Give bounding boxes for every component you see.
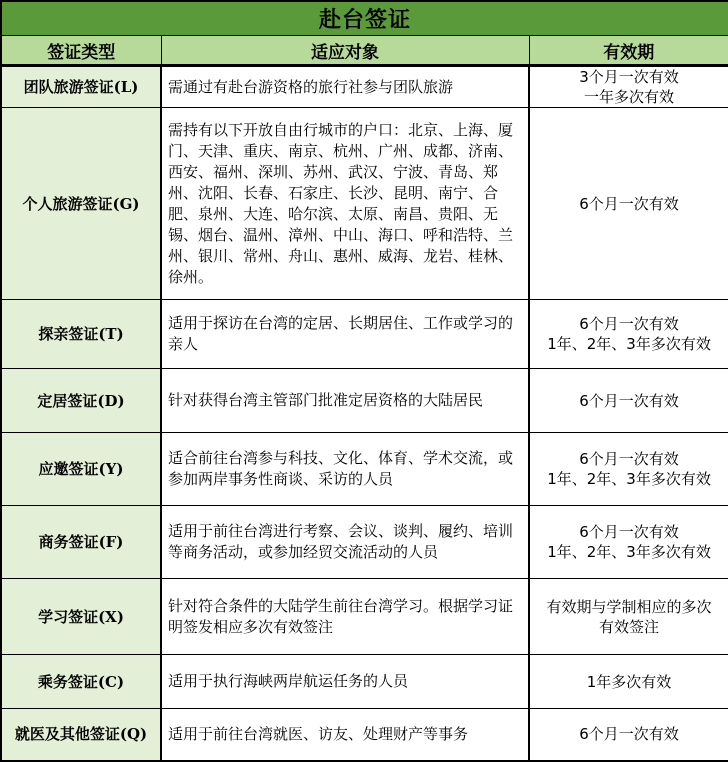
table-row: [1, 300, 728, 369]
table-row: [1, 506, 728, 579]
target-cell: 适用于前往台湾进行考察、会议、谈判、履约、培训等商务活动，或参加经贸交流活动的人员: [161, 506, 529, 579]
header-visa-type: 签证类型: [1, 36, 161, 66]
target-cell: 需持有以下开放自由行城市的户口：北京、上海、厦门、天津、重庆、南京、杭州、广州、成都、济南、西安、福州、深圳、苏州、武汉、宁波、青岛、郑州、沈阳、长春、石家庄、长沙、昆明、南宁、合肥、泉州、大连、哈尔滨、太原、南昌、贵阳、无锡、烟台、温州、漳州、中山、海口、呼和浩特、兰州、银川、常州、舟山、惠州、威海、龙岩、桂林、徐州。: [161, 108, 529, 300]
target-cell: 针对获得台湾主管部门批准定居资格的大陆居民: [161, 369, 529, 433]
validity-cell: 6个月一次有效 1年、2年、3年多次有效: [529, 300, 728, 369]
target-cell: 针对符合条件的大陆学生前往台湾学习。根据学习证明签发相应多次有效签注: [161, 579, 529, 655]
validity-cell: 1年多次有效: [529, 655, 728, 709]
visa-type-cell: 定居签证(D): [1, 369, 161, 433]
target-cell: 适用于前往台湾就医、访友、处理财产等事务: [161, 709, 529, 761]
visa-type-cell: 团队旅游签证(L): [1, 66, 161, 108]
table-row: [1, 655, 728, 709]
visa-type-cell: 就医及其他签证(Q): [1, 709, 161, 761]
table-title: 赴台签证: [1, 1, 728, 36]
header-target: 适应对象: [161, 36, 529, 66]
visa-type-cell: 乘务签证(C): [1, 655, 161, 709]
validity-cell: 6个月一次有效: [529, 369, 728, 433]
visa-type-cell: 个人旅游签证(G): [1, 108, 161, 300]
target-cell: 需通过有赴台游资格的旅行社参与团队旅游: [161, 66, 529, 108]
visa-type-cell: 探亲签证(T): [1, 300, 161, 369]
validity-cell: 有效期与学制相应的多次 有效签注: [529, 579, 728, 655]
target-cell: 适合前往台湾参与科技、文化、体育、学术交流，或参加两岸事务性商谈、采访的人员: [161, 433, 529, 506]
table-row: [1, 369, 728, 433]
validity-cell: 6个月一次有效 1年、2年、3年多次有效: [529, 506, 728, 579]
visa-type-cell: 应邀签证(Y): [1, 433, 161, 506]
validity-cell: 3个月一次有效 一年多次有效: [529, 66, 728, 108]
table-row: [1, 108, 728, 300]
target-cell: 适用于执行海峡两岸航运任务的人员: [161, 655, 529, 709]
table-row: [1, 433, 728, 506]
table-row: [1, 709, 728, 761]
validity-cell: 6个月一次有效 1年、2年、3年多次有效: [529, 433, 728, 506]
table-row: [1, 579, 728, 655]
target-cell: 适用于探访在台湾的定居、长期居住、工作或学习的亲人: [161, 300, 529, 369]
visa-type-cell: 学习签证(X): [1, 579, 161, 655]
validity-cell: 6个月一次有效: [529, 108, 728, 300]
visa-type-cell: 商务签证(F): [1, 506, 161, 579]
header-validity: 有效期: [529, 36, 728, 66]
table-row: [1, 66, 728, 108]
validity-cell: 6个月一次有效: [529, 709, 728, 761]
